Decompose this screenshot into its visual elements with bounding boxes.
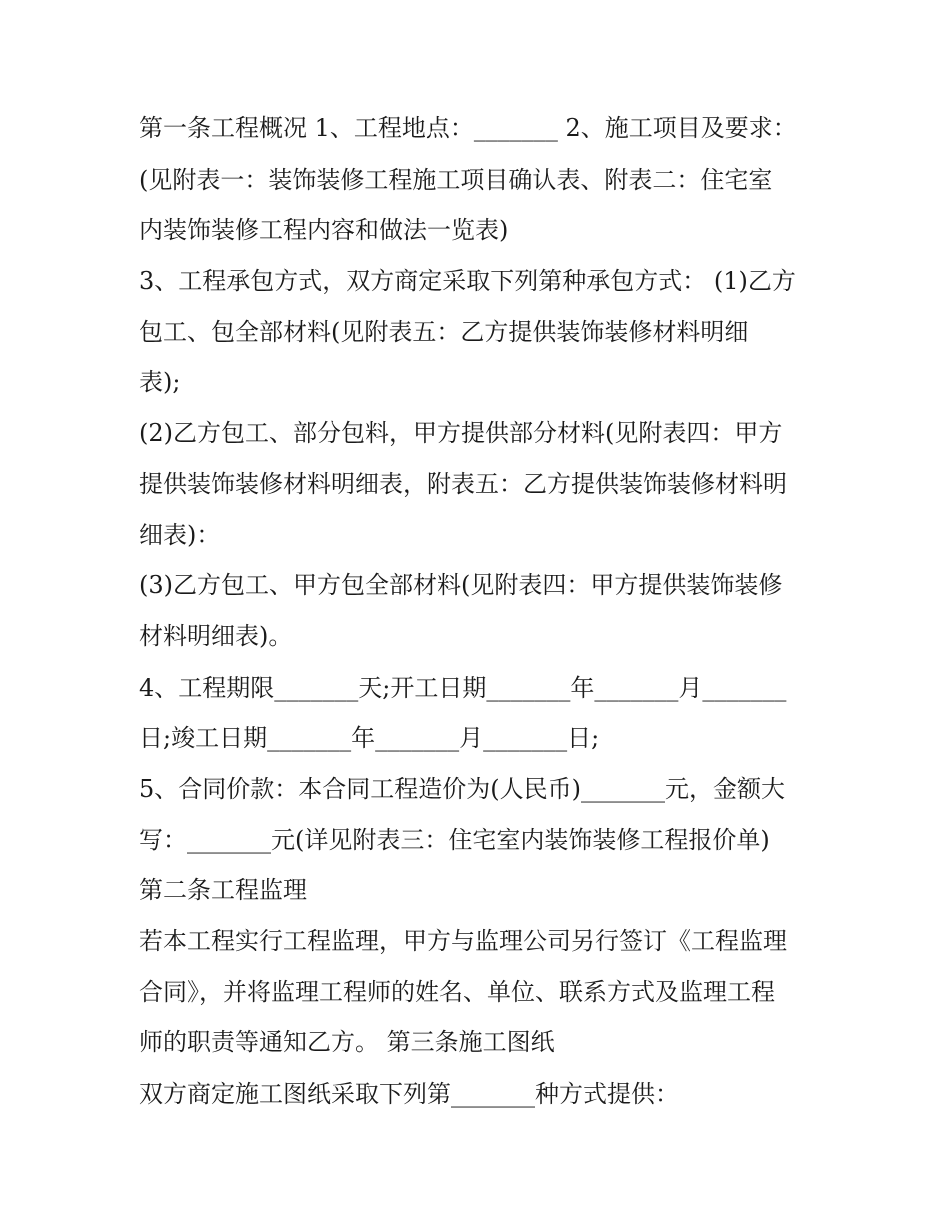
text-line: 双方商定施工图纸采取下列第_______种方式提供：	[139, 1080, 679, 1108]
text-line: 若本工程实行工程监理，甲方与监理公司另行签订《工程监理	[139, 927, 787, 955]
text-line: 材料明细表)。	[139, 622, 293, 650]
text-line: 日;竣工日期_______年_______月_______日;	[139, 724, 600, 752]
text-line: 细表)：	[139, 521, 221, 549]
text-line: 第一条工程概况 1、工程地点：_______ 2、施工项目及要求：	[139, 114, 797, 142]
text-line: 4、工程期限_______天;开工日期_______年_______月_______	[139, 674, 787, 702]
text-line: 表);	[139, 368, 181, 396]
text-line: (3)乙方包工、甲方包全部材料(见附表四：甲方提供装饰装修	[139, 571, 783, 599]
text-line: (2)乙方包工、部分包料，甲方提供部分材料(见附表四：甲方	[139, 419, 783, 447]
section-heading: 第二条工程监理	[139, 876, 307, 904]
text-line: 包工、包全部材料(见附表五：乙方提供装饰装修材料明细	[139, 318, 749, 346]
text-line: 提供装饰装修材料明细表，附表五：乙方提供装饰装修材料明	[139, 470, 787, 498]
text-line: 5、合同价款：本合同工程造价为(人民币)_______元，金额大	[139, 775, 785, 803]
text-line: 合同》，并将监理工程师的姓名、单位、联系方式及监理工程	[139, 978, 775, 1006]
text-line: 内装饰装修工程内容和做法一览表)	[139, 216, 509, 244]
text-line: (见附表一：装饰装修工程施工项目确认表、附表二：住宅室	[139, 166, 773, 194]
text-line: 写：_______元(详见附表三：住宅室内装饰装修工程报价单)	[139, 826, 770, 854]
text-line: 3、工程承包方式，双方商定采取下列第种承包方式： (1)乙方	[139, 267, 796, 295]
text-line: 师的职责等通知乙方。 第三条施工图纸	[139, 1028, 555, 1056]
